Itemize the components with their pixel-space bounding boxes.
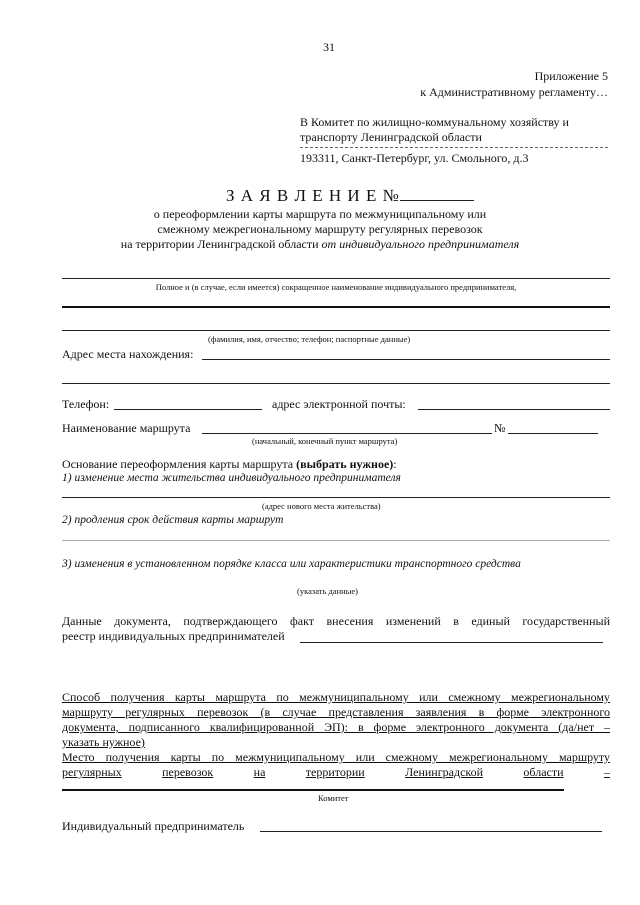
address-field[interactable]	[202, 359, 610, 360]
phone-field[interactable]	[114, 409, 262, 410]
title-sub1: о переоформлении карты маршрута по межмуниципальному или	[153, 207, 487, 221]
appendix-line2: к Административному регламенту…	[420, 85, 608, 99]
document-data-line2: реестр индивидуальных предпринимателей	[62, 629, 285, 643]
committee-line[interactable]	[62, 789, 564, 791]
receipt-word-7: –	[603, 765, 610, 779]
receipt-line1: Способ получения карты маршрута по межмуниципальному или смежному межрегиональному	[62, 690, 610, 704]
receipt-word-6: области	[523, 765, 564, 779]
receipt-word-1: регулярных	[62, 765, 122, 779]
committee-caption: Комитет	[318, 793, 349, 803]
full-name-line[interactable]	[62, 278, 610, 279]
page-number: 31	[323, 40, 335, 54]
new-address-caption: (адрес нового места жительства)	[262, 501, 381, 511]
receipt-word-2: перевозок	[162, 765, 214, 779]
basis-item-2[interactable]: 2) продления срок действия карты маршрут	[62, 514, 284, 526]
address-field-2[interactable]	[62, 383, 610, 384]
addressee-line2: транспорту Ленинградской области	[300, 130, 482, 144]
basis-item-1[interactable]: 1) изменение места жительства индивидуального предпринимателя	[62, 472, 401, 484]
fio-line[interactable]	[62, 330, 610, 331]
title-heading-text: З А Я В Л Е Н И Е №	[226, 186, 400, 205]
basis-label	[62, 457, 397, 472]
phone-label: Телефон:	[62, 397, 110, 411]
title-sub3	[0, 237, 640, 252]
document-data-line1: Данные документа, подтверждающего факт внесения изменений в единый государственный	[62, 614, 610, 628]
basis-label-bold: (выбрать нужное)	[296, 457, 394, 471]
new-address-field[interactable]	[62, 497, 610, 498]
receipt-word-3: на	[253, 765, 266, 779]
addressee-address: 193311, Санкт-Петербург, ул. Смольного, д.3	[300, 151, 529, 165]
email-field[interactable]	[418, 409, 610, 410]
route-number-label: №	[494, 421, 506, 435]
basis-label-text: Основание переоформления карты маршрута	[62, 457, 297, 471]
route-number-field[interactable]	[508, 433, 598, 434]
document-data-field[interactable]	[300, 642, 603, 643]
basis-item-3[interactable]: 3) изменения в установленном порядке класса или характеристики транспортного средства	[62, 558, 521, 570]
title-heading	[226, 186, 474, 206]
receipt-line2: маршруту регулярных перевозок (в случае представления заявления в форме электронного	[62, 705, 610, 719]
route-field[interactable]	[202, 433, 492, 434]
receipt-word-5: Ленинградской	[405, 765, 484, 779]
title-sub3-regular: на территории Ленинградской области	[120, 237, 322, 251]
route-label: Наименование маршрута	[62, 421, 191, 435]
addressee-line1: В Комитет по жилищно-коммунальному хозяйству и	[300, 115, 569, 129]
fio-caption: (фамилия, имя, отчество; телефон; паспортные данные)	[208, 334, 411, 344]
receipt-line5: Место получения карты по межмуниципальному или смежному межрегиональному маршруту	[62, 750, 610, 764]
signature-field[interactable]	[260, 831, 602, 832]
full-name-caption: Полное и (в случае, если имеется) сокращенное наименование индивидуального предпринимателя,	[155, 282, 517, 292]
receipt-word-4: территории	[305, 765, 365, 779]
email-label: адрес электронной почты:	[272, 397, 406, 411]
title-sub3-italic: от индивидуального предпринимателя	[321, 237, 520, 251]
basis-item-2-field[interactable]	[62, 540, 610, 541]
basis-label-end: :	[393, 457, 397, 471]
receipt-line4: указать нужное)	[62, 735, 145, 749]
signature-label: Индивидуальный предприниматель	[62, 819, 245, 833]
thick-divider-1	[62, 306, 610, 308]
route-caption: (начальный, конечный пункт маршрута)	[252, 436, 398, 446]
title-sub2: смежному межрегиональному маршруту регулярных перевозок	[157, 222, 483, 236]
addressee-divider	[300, 147, 608, 148]
appendix-line1: Приложение 5	[534, 69, 608, 83]
receipt-line3: документа, подписанного квалифицированной ЭП): в форме электронного документа (да/нет –	[62, 720, 610, 734]
specify-caption: (указать данные)	[297, 586, 358, 596]
application-number-field[interactable]	[400, 190, 474, 201]
address-label: Адрес места нахождения:	[62, 347, 194, 361]
receipt-line6	[62, 765, 610, 780]
